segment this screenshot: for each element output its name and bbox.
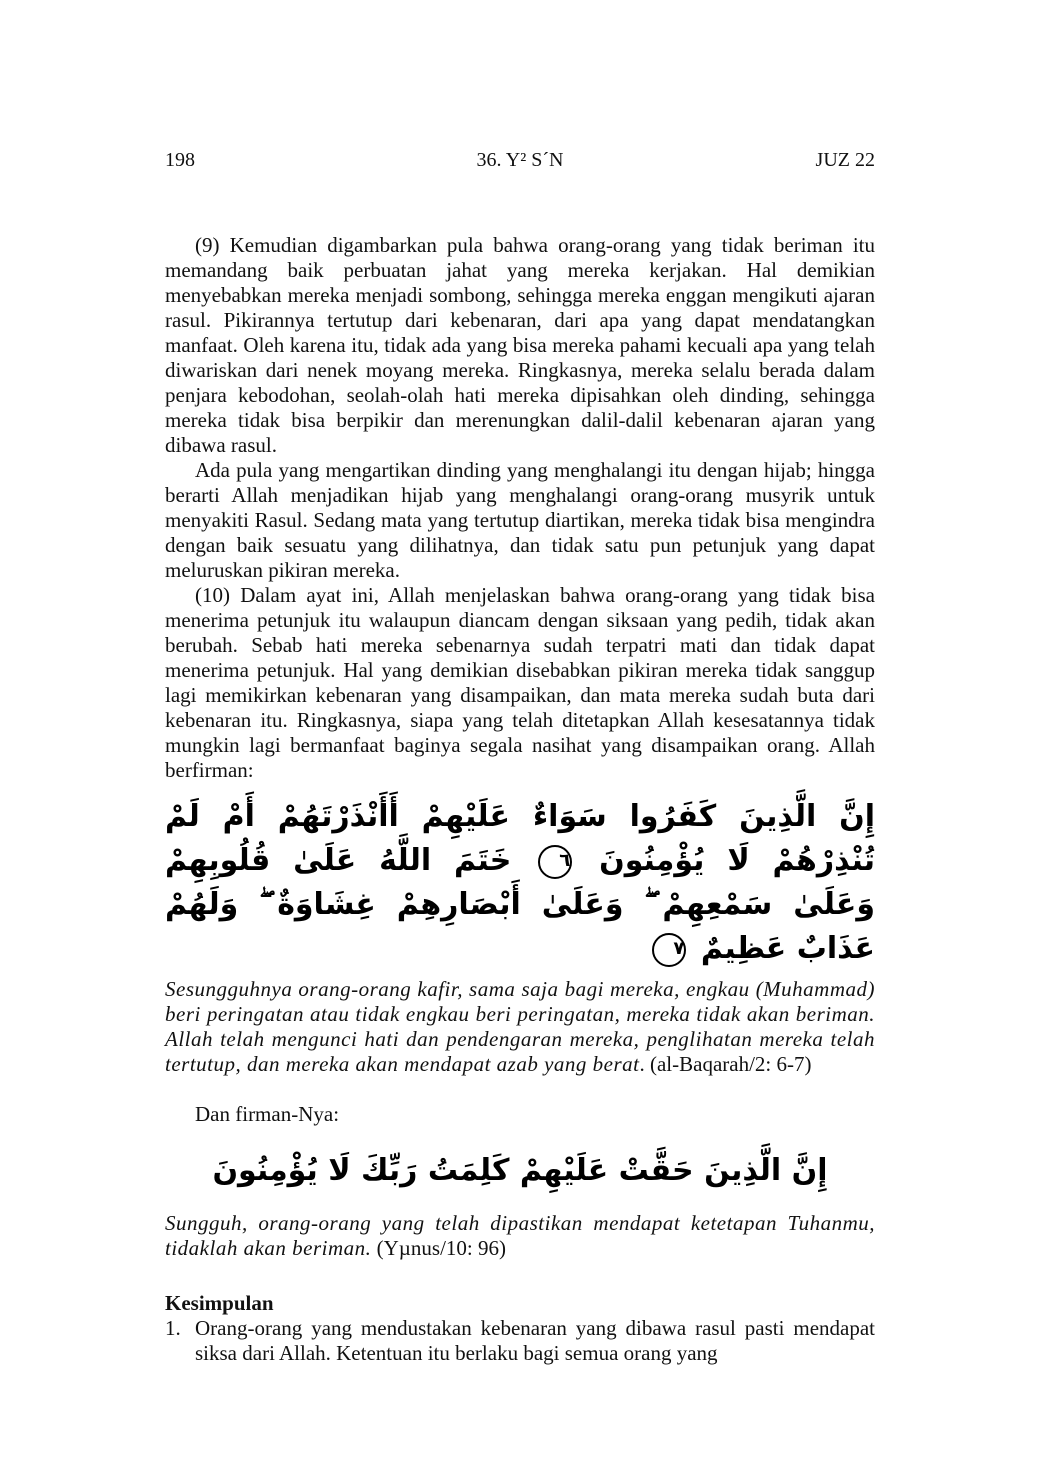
translation-text: Sesungguhnya orang-orang kafir, sama saja bagi mereka, engkau (Muhammad) beri peringatan atau tidak engkau beri peringatan, mereka tidak akan beriman. Allah telah mengunci hati dan pendengaran mereka, penglihatan mereka telah tertutup, dan mereka akan mendapat azab yang berat: [165, 977, 875, 1076]
translation-yunus: [165, 1211, 875, 1261]
conclusion-list: [165, 1316, 875, 1366]
page-body: [165, 233, 875, 1366]
arabic-verse-7: خَتَمَ اللَّهُ عَلَىٰ قُلُوبِهِمْ وَعَلَىٰ سَمْعِهِمْ ۖ وَعَلَىٰ أَبْصَارِهِمْ غِشَاوَةٌ ۖ وَلَهُمْ عَذَابٌ عَظِيمٌ: [165, 843, 875, 966]
list-item: [165, 1316, 875, 1366]
section-heading: Kesimpulan: [165, 1291, 274, 1315]
citation-baqarah: . (al-Baqarah/2: 6-7): [639, 1052, 812, 1076]
juz-label: JUZ 22: [815, 149, 875, 171]
list-item-number: 1.: [165, 1316, 181, 1340]
ayah-number-7: ٧: [652, 933, 686, 967]
chapter-title: 36. Y² S´N: [476, 149, 564, 171]
paragraph-10: (10) Dalam ayat ini, Allah menjelaskan bahwa orang-orang yang tidak bisa menerima petunjuk itu walaupun diancam dengan siksaan yang pedih, tidak akan berubah. Sebab hati mereka sebenarnya sudah terpatri mati dan tidak dapat menerima petunjuk. Hal yang demikian disebabkan pikiran mereka tidak sanggup lagi memikirkan kebenaran yang disampaikan, dan mata mereka sudah buta dari kebenaran itu. Ringkasnya, siapa yang telah ditetapkan Allah kesesatannya tidak mungkin lagi bermanfaat baginya segala nasihat yang disampaikan orang. Allah berfirman:: [165, 583, 875, 782]
running-header: [165, 146, 875, 174]
paragraph-9: (9) Kemudian digambarkan pula bahwa orang-orang yang tidak beriman itu memandang baik perbuatan jahat yang mereka kerjakan. Hal demikian menyebabkan mereka menjadi sombong, sehingga mereka enggan mengikuti ajaran rasul. Pikirannya tertutup dari kebenaran, dari apa yang dapat mendatangkan manfaat. Oleh karena itu, tidak ada yang bisa mereka pahami kecuali apa yang telah diwariskan dari nenek moyang mereka. Ringkasnya, mereka selalu berada dalam penjara kebodohan, seolah-olah hati mereka dipisahkan oleh dinding, sehingga mereka tidak bisa berpikir dan merenungkan dalil-dalil kebenaran ajaran yang dibawa rasul.: [165, 233, 875, 457]
citation-yunus: (Yµnus/10: 96): [371, 1236, 506, 1260]
spacer: [165, 1077, 875, 1102]
list-item-text: Orang-orang yang mendustakan kebenaran yang dibawa rasul pasti mendapat siksa dari Allah. Ketentuan itu berlaku bagi semua orang yang: [195, 1316, 875, 1365]
quran-verse-yunus: إِنَّ الَّذِينَ حَقَّتْ عَلَيْهِمْ كَلِمَتُ رَبِّكَ لَا يُؤْمِنُونَ: [212, 1153, 828, 1188]
paragraph-hijab: Ada pula yang mengartikan dinding yang menghalangi itu dengan hijab; hingga berarti Allah menjadikan hijab yang menghalangi orang-orang musyrik untuk menyakiti Rasul. Sedang mata yang tertutup diartikan, mereka tidak bisa mengindra dengan baik sesuatu yang dilihatnya, dan tidak satu pun petunjuk yang dapat meluruskan pikiran mereka.: [165, 458, 875, 582]
translation-baqarah: [165, 977, 875, 1077]
page-number: 198: [165, 149, 195, 171]
arabic-verse-6: إِنَّ الَّذِينَ كَفَرُوا سَوَاءٌ عَلَيْهِمْ أَأَنْذَرْتَهُمْ أَمْ لَمْ تُنْذِرْهُمْ لَا يُؤْمِنُونَ: [165, 799, 875, 878]
quran-verse-baqarah: [165, 795, 875, 971]
translation-text: Sungguh, orang-orang yang telah dipastikan mendapat ketetapan Tuhanmu, tidaklah akan beriman.: [165, 1211, 875, 1260]
transition-text: Dan firman-Nya:: [195, 1102, 340, 1126]
ayah-number-6: ٦: [538, 845, 572, 879]
